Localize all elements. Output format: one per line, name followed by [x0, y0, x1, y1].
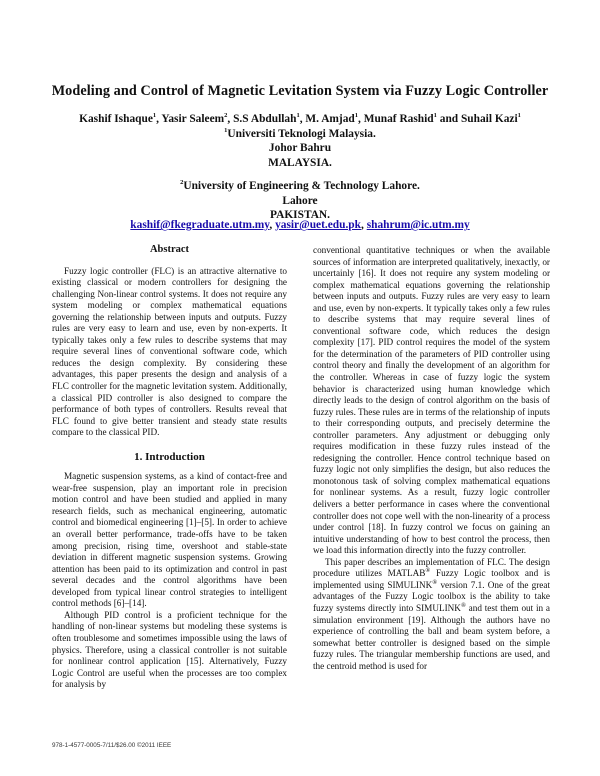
- author-name: , S.S Abdullah: [227, 113, 297, 125]
- intro-paragraph-1: Magnetic suspension systems, as a kind of contact-free and wear-free suspension, play an important role in precision motion control and have been studied and applied in many research fields, such as mechanical engineering, automatic control and biomedical engineering [1]–[5]. In order to achieve an overall better performance, trade-offs have to be taken among precision, rising time, overshoot and stable-state deviation in different magnetic suspension systems. Growing attention has been paid to its optimization and control in past several decades and the control algorithms have been developed from typical linear control strategies to intelligent control methods [6]–[14].: [52, 471, 287, 609]
- copyright-footer: 978-1-4577-0005-7/11/$26.00 ©2011 IEEE: [52, 742, 172, 749]
- registered-mark: ®: [432, 578, 438, 586]
- paper-title: Modeling and Control of Magnetic Levitation System via Fuzzy Logic Controller: [51, 83, 549, 99]
- author-name: , Munaf Rashid: [358, 113, 434, 125]
- affiliation-text: Universiti Teknologi Malaysia.: [227, 127, 376, 140]
- abstract-heading: Abstract: [149, 244, 190, 255]
- registered-mark: ®: [425, 567, 431, 575]
- author-affil-mark: 2: [224, 112, 228, 120]
- affiliation-1-country: MALAYSIA.: [268, 156, 332, 169]
- author-affil-mark: 1: [517, 112, 521, 120]
- email-separator: ,: [360, 219, 367, 231]
- author-affil-mark: 1: [354, 112, 358, 120]
- paragraph-text: version 7.1. One of the great advantages of the Fuzzy Logic toolbox is the ability to take fuzzy systems directly into SIMULINK: [313, 579, 550, 613]
- intro-paragraph-3: conventional quantitative techniques or when the available sources of information are interpreted qualitatively, inexactly, or uncertainly [16]. It does not require any system modeling or complex mathematical equations governing the relationship between inputs and outputs. Fuzzy rules are very easy to learn and use, even by non-experts. It typically takes only a few rules to describe systems that may require several lines of conventional software code, which reduces the design complexity [17]. PID control requires the model of the system for the determination of the parameters of PID controller using control theory and finally the development of an algorithm for the controller. Whereas in case of fuzzy logic the system behavior is characterized using human knowledge which directly leads to the design of control algorithm on the basis of fuzzy rules. These rules are in terms of the relationship of inputs to their corresponding outputs, and precisely determine the controller parameters. Any adjustment or debugging only requires modification in these fuzzy rules instead of the redesigning the controller. Hence control technique based on fuzzy logic not only simplifies the design, but also reduces the monotonous task of solving complex mathematical equations for nonlinear systems. As a result, fuzzy logic controller delivers a better performance in cases where the conventional controller does not cope well with the non-linearity of a process under control [18]. In fuzzy control we focus on gaining an intuitive understanding of how to best control the process, then we load this information directly into the fuzzy controller.: [313, 245, 550, 556]
- left-column: [52, 244, 287, 691]
- author-block: [0, 112, 600, 170]
- paragraph-text: and test them out in a simulation environment [19]. Although the authors have no experience of controlling the ball and beam system before, a somewhat better controller is designed based on the simple fuzzy rules. The triangular membership functions are used, and the centroid method is used for: [313, 602, 550, 671]
- affiliation-mark: 2: [180, 179, 184, 187]
- affiliation-1-name: [0, 127, 600, 142]
- email-link-1[interactable]: kashif@fkegraduate.utm.my: [130, 219, 270, 231]
- intro-paragraph-2: Although PID control is a proficient technique for the handling of non-linear systems but modeling these systems is often troublesome and sometimes impossible using the laws of physics. Therefore, using a classical controller is not suitable for nonlinear control application [15]. Alternatively, Fuzzy Logic Control are useful when the processes are too complex for analysis by: [52, 609, 287, 690]
- affiliation-2-name: [0, 179, 600, 194]
- author-list: [0, 112, 600, 127]
- introduction-heading: 1. Introduction: [134, 450, 205, 463]
- affiliation-mark: 1: [224, 126, 228, 134]
- email-link-2[interactable]: yasir@uet.edu.pk: [275, 219, 361, 231]
- registered-mark: ®: [460, 601, 466, 609]
- right-column: [313, 245, 550, 672]
- intro-paragraph-4: [313, 557, 550, 672]
- author-affil-mark: 1: [433, 112, 437, 120]
- author-emails: [0, 219, 600, 231]
- author-name: and Suhail Kazi: [436, 113, 518, 125]
- email-separator: ,: [269, 219, 276, 231]
- author-affil-mark: 1: [296, 112, 300, 120]
- affiliation-2: [0, 179, 600, 223]
- author-name: , M. Amjad: [299, 113, 355, 125]
- paragraph-text: Fuzzy Logic toolbox and is implemented using SIMULINK: [313, 568, 550, 590]
- email-link-3[interactable]: shahrum@ic.utm.my: [366, 219, 470, 231]
- affiliation-1-city: Johor Bahru: [268, 142, 332, 155]
- affiliation-text: University of Engineering & Technology Lahore.: [183, 180, 420, 192]
- author-name: , Yasir Saleem: [156, 113, 225, 125]
- affiliation-2-country: PAKISTAN.: [269, 209, 331, 222]
- author-affil-mark: 1: [152, 112, 157, 120]
- paragraph-text: This paper describes an implementation of FLC. The design procedure utilizes MATLAB: [313, 556, 550, 579]
- author-name: Kashif Ishaque: [79, 113, 153, 125]
- affiliation-2-city: Lahore: [282, 194, 318, 207]
- abstract-text: Fuzzy logic controller (FLC) is an attractive alternative to existing classical or modern controllers for designing the challenging Non-linear control systems. It does not require any system modeling or complex mathematical equations governing the relationship between inputs and outputs. Fuzzy rules are very easy to learn and use, even by non-experts. It typically takes only a few rules to describe systems that may require several lines of conventional software code, which reduces the design complexity. By considering these advantages, this paper presents the design and analysis of a FLC controller for the magnetic levitation system. Additionally, a classical PID controller is also designed to compare the performance of both types of controllers. Results reveal that FLC found to give better transient and steady state results compare to the classical PID.: [52, 265, 287, 438]
